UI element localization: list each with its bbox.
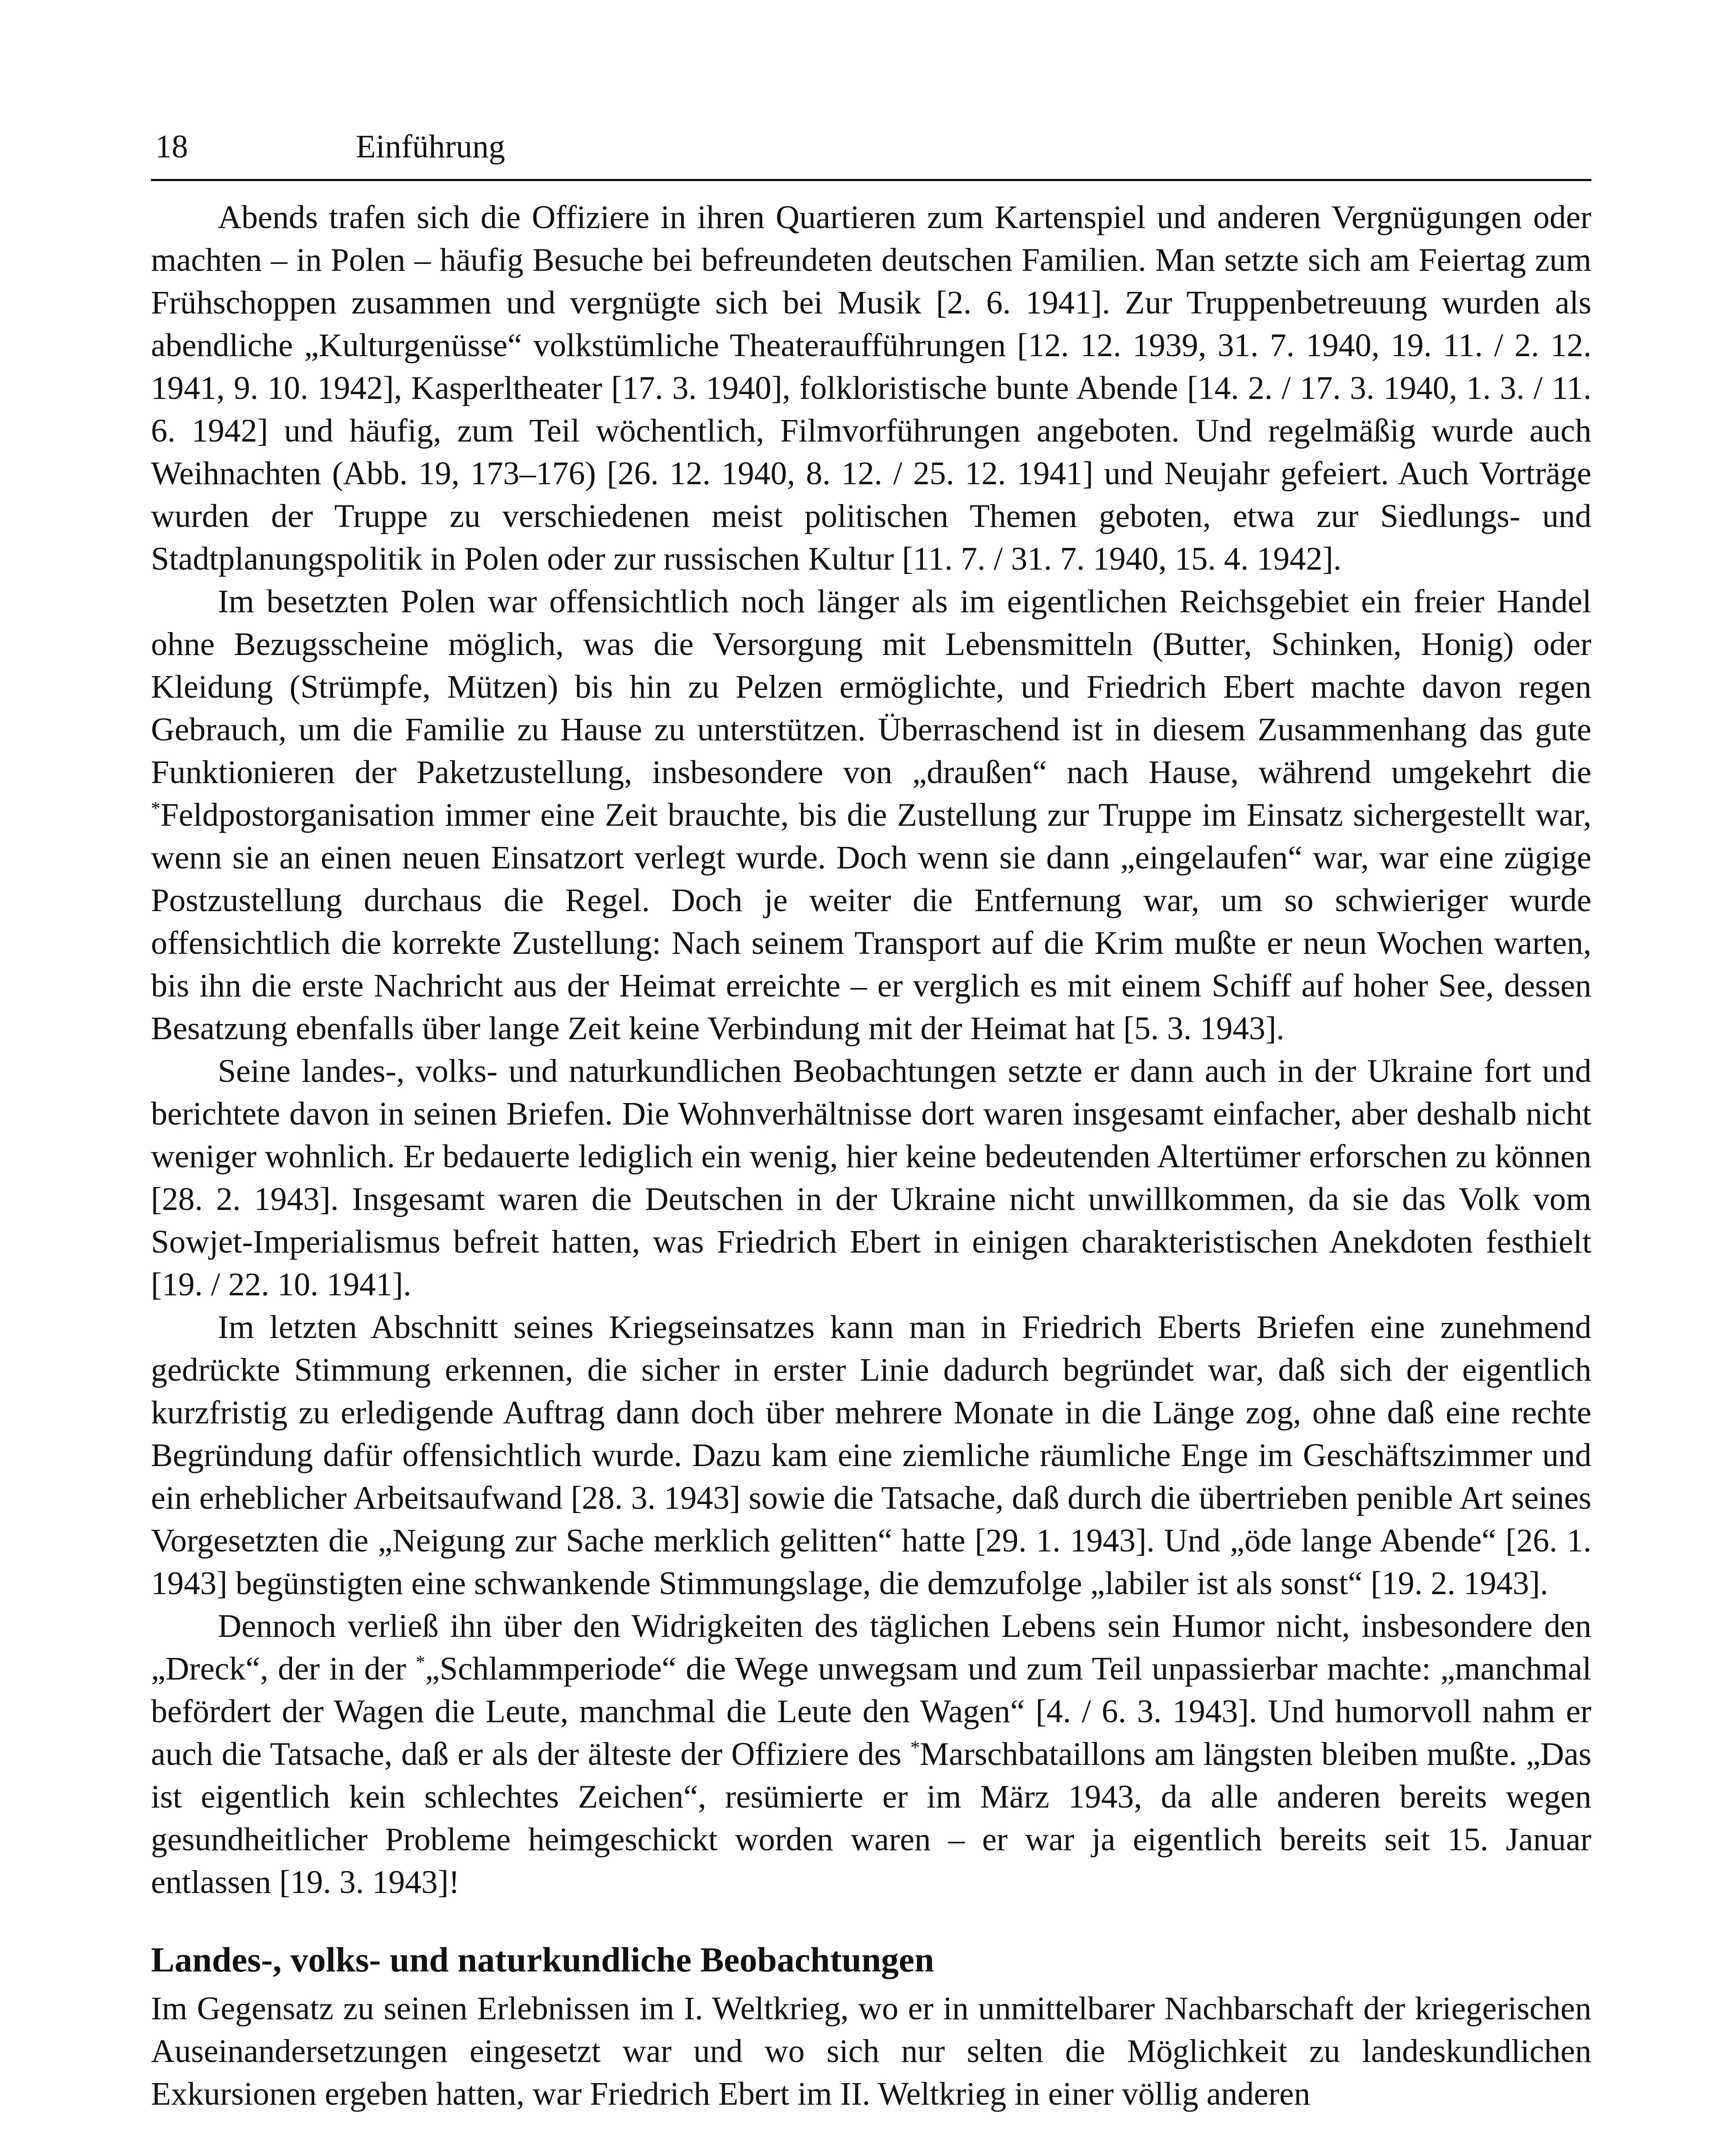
paragraph-2-text-a: Im besetzten Polen war offensichtlich noch länger als im eigentlichen Reichsgebiet ein freier Handel ohne Bezugsscheine möglich, was die Versorgung mit Lebensmitteln (Butter, Schinken, Honig) oder Kleidung (Strümpfe, Mützen) bis hin zu Pelzen ermöglichte, und Friedrich Ebert machte davon regen Gebrauch, um die Familie zu Hause zu unterstützen. Überraschend ist in diesem Zusammenhang das gute Funktionieren der Paketzustellung, insbesondere von „draußen“ nach Hause, während umgekehrt die xyxy=(151,583,1591,790)
page-number: 18 xyxy=(155,128,188,165)
paragraph-3-text: Seine landes-, volks- und naturkundlichen Beobachtungen setzte er dann auch in der Ukraine fort und berichtete davon in seinen Briefen. Die Wohnverhältnisse dort waren insgesamt einfacher, aber deshalb nicht weniger wohnlich. Er bedauerte lediglich ein wenig, hier keine bedeutenden Altertümer erforschen zu können [28. 2. 1943]. Insgesamt waren die Deutschen in der Ukraine nicht unwillkommen, da sie das Volk vom Sowjet-Imperialismus befreit hatten, was Friedrich Ebert in einigen charakteristischen Anekdoten festhielt [19. / 22. 10. 1941]. xyxy=(151,1053,1591,1303)
paragraph-5 xyxy=(151,1605,1591,1904)
section-paragraph-1 xyxy=(151,1987,1591,2115)
paragraph-5-text-b: „Schlammperiode“ die Wege unwegsam und zum Teil unpassierbar machte: „manchmal befördert der Wagen die Leute, manchmal die Leute den Wagen“ [4. / 6. 3. 1943]. Und humorvoll nahm er auch die Tatsache, daß er als der älteste der Offiziere des xyxy=(151,1651,1592,1772)
paragraph-5-text-c: Marschbataillons am längsten bleiben mußte. „Das ist eigentlich kein schlechtes Zeichen“, resümierte er im März 1943, da alle anderen bereits wegen gesundheitlicher Probleme heimgeschickt worden waren – er war ja eigentlich bereits seit 15. Januar entlassen [19. 3. 1943]! xyxy=(151,1736,1591,1900)
section-paragraph-1-text: Im Gegensatz zu seinen Erlebnissen im I. Weltkrieg, wo er in unmittelbarer Nachbarschaft der kriegerischen Auseinandersetzungen eingesetzt war und wo sich nur selten die Möglichkeit zu landeskundlichen Exkursionen ergeben hatten, war Friedrich Ebert im II. Weltkrieg in einer völlig anderen xyxy=(151,1990,1591,2112)
paragraph-2-text-b: Feldpostorganisation immer eine Zeit brauchte, bis die Zustellung zur Truppe im Einsatz sichergestellt war, wenn sie an einen neuen Einsatzort verlegt wurde. Doch wenn sie dann „eingelaufen“ war, war eine zügige Postzustellung durchaus die Regel. Doch je weiter die Entfernung war, um so schwieriger wurde offensichtlich die korrekte Zustellung: Nach seinem Transport auf die Krim mußte er neun Wochen warten, bis ihn die erste Nachricht aus der Heimat erreichte – er verglich es mit einem Schiff auf hoher See, dessen Besatzung ebenfalls über lange Zeit keine Verbindung mit der Heimat hat [5. 3. 1943]. xyxy=(151,797,1591,1047)
chapter-title: Einführung xyxy=(356,128,505,165)
glossary-marker: * xyxy=(415,1651,425,1673)
glossary-marker: * xyxy=(151,798,160,819)
paragraph-1 xyxy=(151,196,1591,580)
section-heading: Landes-, volks- und naturkundliche Beobachtungen xyxy=(151,1940,934,1979)
running-header xyxy=(151,123,1591,181)
paragraph-5-text-a: Dennoch verließ ihn über den Widrigkeiten des täglichen Lebens sein Humor nicht, insbesondere den „Dreck“, der in der xyxy=(151,1608,1591,1687)
paragraph-3 xyxy=(151,1050,1591,1306)
glossary-marker: * xyxy=(910,1737,920,1758)
paragraph-4-text: Im letzten Abschnitt seines Kriegseinsatzes kann man in Friedrich Eberts Briefen eine zunehmend gedrückte Stimmung erkennen, die sicher in erster Linie dadurch begründet war, daß sich der eigentlich kurzfristig zu erledigende Auftrag dann doch über mehrere Monate in die Länge zog, ohne daß eine rechte Begründung dafür offensichtlich wurde. Dazu kam eine ziemliche räumliche Enge im Geschäftszimmer und ein erheblicher Arbeitsaufwand [28. 3. 1943] sowie die Tatsache, daß durch die übertrieben penible Art seines Vorgesetzten die „Neigung zur Sache merklich gelitten“ hatte [29. 1. 1943]. Und „öde lange Abende“ [26. 1. 1943] begünstigten eine schwankende Stimmungslage, die demzufolge „labiler ist als sonst“ [19. 2. 1943]. xyxy=(151,1309,1591,1601)
paragraph-4 xyxy=(151,1306,1591,1605)
paragraph-1-text: Abends trafen sich die Offiziere in ihren Quartieren zum Kartenspiel und anderen Vergnügungen oder machten – in Polen – häufig Besuche bei befreundeten deutschen Familien. Man setzte sich am Feiertag zum Frühschoppen zusammen und vergnügte sich bei Musik [2. 6. 1941]. Zur Truppenbetreuung wurden als abendliche „Kulturgenüsse“ volkstümliche Theateraufführungen [12. 12. 1939, 31. 7. 1940, 19. 11. / 2. 12. 1941, 9. 10. 1942], Kasperltheater [17. 3. 1940], folkloristische bunte Abende [14. 2. / 17. 3. 1940, 1. 3. / 11. 6. 1942] und häufig, zum Teil wöchentlich, Filmvorführungen angeboten. Und regelmäßig wurde auch Weihnachten (Abb. 19, 173–176) [26. 12. 1940, 8. 12. / 25. 12. 1941] und Neujahr gefeiert. Auch Vorträge wurden der Truppe zu verschiedenen meist politischen Themen geboten, etwa zur Siedlungs- und Stadtplanungspolitik in Polen oder zur russischen Kultur [11. 7. / 31. 7. 1940, 15. 4. 1942]. xyxy=(151,199,1591,577)
main-text xyxy=(151,196,1591,2115)
paragraph-2 xyxy=(151,580,1591,1050)
